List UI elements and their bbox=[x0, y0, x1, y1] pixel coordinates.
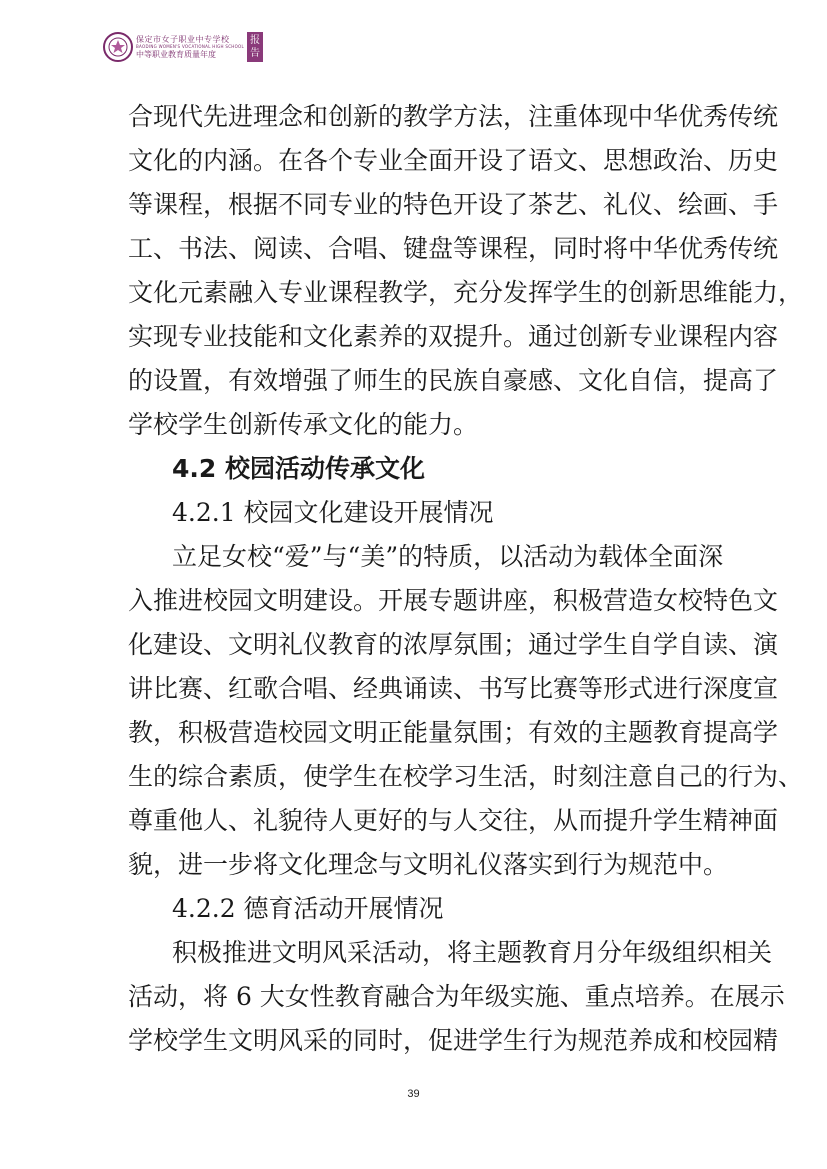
page-header bbox=[103, 30, 263, 64]
text-line: 尊重他人、礼貌待人更好的与人交往，从而提升学生精神面 bbox=[128, 806, 779, 835]
document-body bbox=[128, 100, 804, 1058]
text-line: 讲比赛、红歌合唱、经典诵读、书写比赛等形式进行深度宣 bbox=[128, 674, 779, 703]
text-line: 合现代先进理念和创新的教学方法，注重体现中华优秀传统 bbox=[128, 102, 779, 131]
text-line: 的设置，有效增强了师生的民族自豪感、文化自信，提高了 bbox=[128, 366, 779, 395]
text-line: 化建设、文明礼仪教育的浓厚氛围；通过学生自学自读、演 bbox=[128, 630, 779, 659]
text-line: 立足女校“爱”与“美”的特质，以活动为载体全面深 bbox=[172, 542, 724, 571]
badge-top-char: 报 bbox=[250, 35, 261, 46]
badge-bottom-char: 告 bbox=[250, 48, 261, 59]
school-name-en: BAODING WOMEN'S VOCATIONAL HIGH SCHOOL bbox=[136, 43, 245, 49]
text-line: 实现专业技能和文化素养的双提升。通过创新专业课程内容 bbox=[128, 322, 779, 351]
text-line: 积极推进文明风采活动，将主题教育月分年级组织相关 bbox=[172, 938, 773, 967]
paragraph-campus-culture bbox=[128, 540, 804, 882]
text-line: 学校学生文明风采的同时，促进学生行为规范养成和校园精 bbox=[128, 1026, 779, 1055]
text-line: 生的综合素质，使学生在校学习生活，时刻注意自己的行为、 bbox=[128, 762, 804, 791]
paragraph-curriculum bbox=[128, 100, 804, 442]
text-line: 学校学生创新传承文化的能力。 bbox=[128, 410, 479, 439]
paragraph-moral-education bbox=[128, 936, 785, 1058]
report-subtitle: 中等职业教育质量年度 bbox=[136, 49, 216, 59]
section-heading-4-2: 4.2 校园活动传承文化 bbox=[172, 454, 425, 483]
text-line: 活动，将 6 大女性教育融合为年级实施、重点培养。在展示 bbox=[128, 982, 785, 1011]
text-line: 教，积极营造校园文明正能量氛围；有效的主题教育提高学 bbox=[128, 718, 779, 747]
school-emblem-icon bbox=[103, 32, 133, 62]
subsection-heading-4-2-1: 4.2.1 校园文化建设开展情况 bbox=[172, 498, 494, 527]
text-line: 工、书法、阅读、合唱、键盘等课程，同时将中华优秀传统 bbox=[128, 234, 779, 263]
page-number: 39 bbox=[407, 1088, 420, 1100]
subsection-heading-4-2-2: 4.2.2 德育活动开展情况 bbox=[172, 894, 444, 923]
report-badge bbox=[247, 32, 263, 62]
text-line: 文化的内涵。在各个专业全面开设了语文、思想政治、历史 bbox=[128, 146, 779, 175]
text-line: 入推进校园文明建设。开展专题讲座，积极营造女校特色文 bbox=[128, 586, 779, 615]
text-line: 文化元素融入专业课程教学，充分发挥学生的创新思维能力， bbox=[128, 278, 804, 307]
school-name-cn: 保定市女子职业中专学校 bbox=[136, 34, 230, 44]
text-line: 等课程，根据不同专业的特色开设了茶艺、礼仪、绘画、手 bbox=[128, 190, 779, 219]
text-line: 貌，进一步将文化理念与文明礼仪落实到行为规范中。 bbox=[128, 850, 729, 879]
school-logo-text bbox=[136, 36, 244, 59]
